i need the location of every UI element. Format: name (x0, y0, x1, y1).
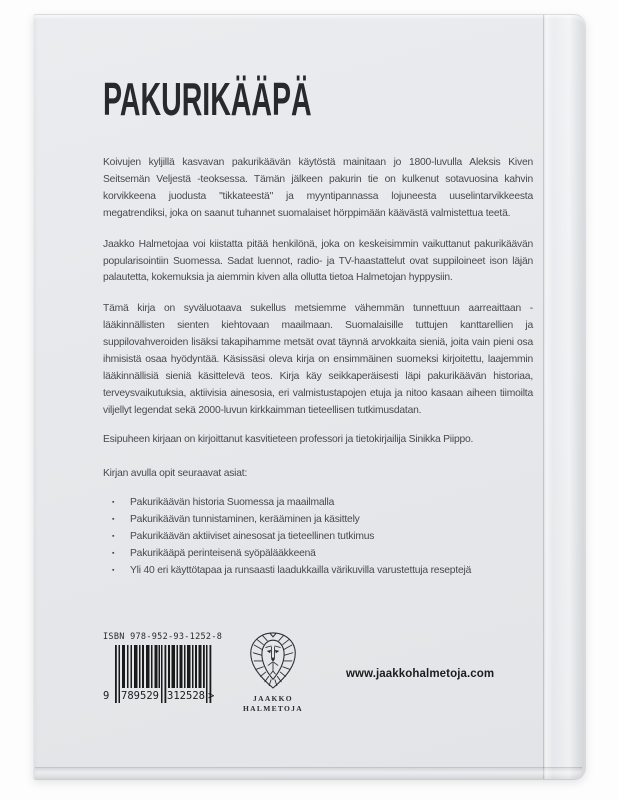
book-title: PAKURIKÄÄPÄ (103, 73, 312, 125)
list-item (103, 545, 533, 562)
list-item-label: Pakurikäävän aktiiviset ainesosat ja tieteellinen tutkimus (130, 530, 375, 542)
publisher-logo (219, 631, 327, 713)
publisher-name-line1: JAAKKO (253, 694, 293, 703)
bullet-dot-icon: ▪ (112, 498, 115, 506)
ean-barcode (103, 645, 217, 705)
barcode-digit-group1: 789529 (121, 690, 159, 702)
lion-logo-icon (246, 631, 300, 689)
bullet-list (103, 494, 533, 579)
list-item (103, 511, 533, 528)
paragraph-book-description: Tämä kirja on syväluotaava sukellus metsiemme vähemmän tunnettuun aarreaittaan - lääkinnällisten sienten kiehtovaan maailmaan. Suomalaisille tuttujen kanttarellien ja suppilovahveroiden lisäksi takapihamme metsät ovat täynnä arvokkaita sieniä, joita vain pieni osa ihmisistä osaa hyödyntää. Käsissäsi oleva kirja on ensimmäinen suomeksi kirjoitettu, laajemmin lääkinnällisiä sieniä käsittelevä teos. Kirja käy seikkaperäisesti läpi pakurikäävän historiaa, terveysvaikutuksia, aktiivisia ainesosia, eri valmistustapojen etuja ja nitoo kasaan aiheen tiimoilta viljellyt legendat sekä 2000-luvun kirkkaimman tieteellisen tutkimusdatan. (103, 303, 533, 416)
isbn-label: ISBN 978-952-93-1252-8 (103, 632, 223, 642)
bullet-dot-icon: ▪ (112, 532, 115, 540)
book-fore-edge (543, 15, 586, 779)
back-cover-text-block (103, 73, 533, 579)
list-item-label: Pakurikääpä perinteisenä syöpälääkkeenä (130, 547, 316, 559)
list-item (103, 562, 533, 579)
list-item-label: Pakurikäävän historia Suomessa ja maailmalla (130, 496, 335, 508)
publisher-name (219, 694, 327, 713)
barcode-right-mark: > (208, 690, 215, 702)
list-item-label: Yli 40 eri käyttötapaa ja runsaasti laadukkailla värikuvilla varustettuja reseptejä (130, 564, 472, 576)
paragraph-author: Jaakko Halmetojaa voi kiistatta pitää henkilönä, joka on keskeisimmin vaikuttanut pakurikäävän popularisointiin Suomessa. Sadat luennot, radio- ja TV-haastattelut ovat suppiloineet ison läjän palautetta, kokemuksia ja aiemmin kiven alla ollutta tietoa Halmetojan hyppysiin. (103, 238, 533, 284)
book-bottom-edge (35, 767, 582, 779)
list-item (103, 528, 533, 545)
publisher-name-line2: HALMETOJA (243, 703, 303, 713)
website-url: www.jaakkohalmetoja.com (346, 668, 495, 680)
isbn-barcode-block (103, 632, 223, 705)
barcode-digit-group2: 312528 (167, 690, 205, 702)
bullet-dot-icon: ▪ (112, 566, 115, 574)
barcode-digit-left: 9 (103, 690, 110, 702)
list-item-label: Pakurikäävän tunnistaminen, kerääminen ja käsittely (130, 513, 360, 525)
list-intro: Kirjan avulla opit seuraavat asiat: (103, 467, 248, 479)
bullet-dot-icon: ▪ (112, 549, 115, 557)
paragraph-foreword: Esipuheen kirjaan on kirjoittanut kasvitieteen professori ja tietokirjailija Sinikka Piippo. (103, 433, 474, 445)
list-item (103, 494, 533, 511)
bullet-dot-icon: ▪ (112, 515, 115, 523)
paragraph-history: Koivujen kyljillä kasvavan pakurikäävän käytöstä mainitaan jo 1800-luvulla Aleksis Kiven Seitsemän Veljestä -teoksessa. Tämän jälkeen pakurin tie on kulkenut sotavuosina kahvin korvikkeena juodusta "tikkateestä" ja myyntipannassa lojuneesta uuselintarvikkeesta megatrendiksi, joka on saanut tuhannet suomalaiset hörppimään käävästä valmistettua teetä. (103, 157, 533, 219)
book-back-cover (33, 14, 586, 780)
